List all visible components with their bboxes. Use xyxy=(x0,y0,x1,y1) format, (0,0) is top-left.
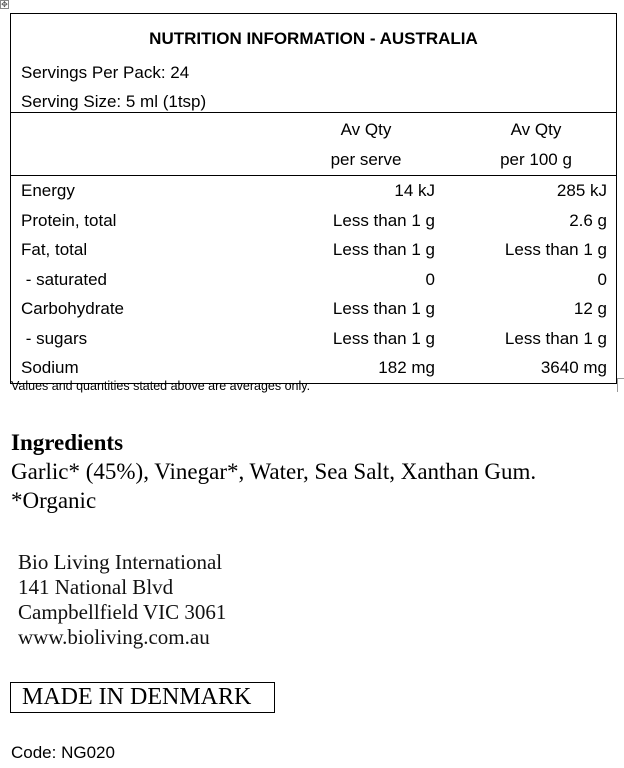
table-resize-handle[interactable] xyxy=(617,378,624,392)
nutrient-label: Energy xyxy=(21,181,75,200)
value-per-100g: 3640 mg xyxy=(540,358,607,377)
value-per-serve: Less than 1 g xyxy=(332,328,435,348)
column-header-line2: per 100 g xyxy=(500,150,572,169)
nutrition-information-table xyxy=(10,13,617,384)
nutrient-label: Fat, total xyxy=(21,240,88,259)
column-header-per-100g xyxy=(481,115,591,175)
nutrition-header-section xyxy=(11,14,616,113)
website: www.bioliving.com.au xyxy=(18,625,210,649)
value-per-serve: 0 xyxy=(425,269,435,289)
table-row-energy xyxy=(21,176,607,206)
value-per-100g: Less than 1 g xyxy=(504,328,607,348)
value-per-serve: 14 kJ xyxy=(394,181,435,200)
value-per-100g: 2.6 g xyxy=(569,210,607,230)
city-address: Campbellfield VIC 3061 xyxy=(18,600,227,624)
table-row-fat xyxy=(21,235,607,265)
organic-note: *Organic xyxy=(11,488,97,513)
value-per-serve: Less than 1 g xyxy=(332,210,435,230)
value-per-100g: 12 g xyxy=(573,299,607,318)
ingredients-section xyxy=(11,428,536,515)
value-per-serve: Less than 1 g xyxy=(332,240,435,259)
nutrient-label: - saturated xyxy=(21,269,107,289)
street-address: 141 National Blvd xyxy=(18,575,174,599)
table-row-sugars xyxy=(21,324,607,354)
averages-footnote: Values and quantities stated above are averages only. xyxy=(11,379,311,393)
column-headers xyxy=(11,113,616,176)
column-header-line2: per serve xyxy=(330,150,402,169)
nutrient-label: Carbohydrate xyxy=(21,299,125,318)
column-header-per-serve xyxy=(311,115,421,175)
nutrient-label: - sugars xyxy=(21,328,88,348)
value-per-100g: 285 kJ xyxy=(556,181,607,200)
value-per-serve: 182 mg xyxy=(378,358,435,377)
value-per-100g: 0 xyxy=(597,269,607,289)
ingredients-title: Ingredients xyxy=(11,430,124,455)
nutrient-label: Protein, total xyxy=(21,210,117,230)
nutrient-label: Sodium xyxy=(21,358,79,377)
table-row-protein xyxy=(21,206,607,236)
value-per-100g: Less than 1 g xyxy=(504,240,607,259)
column-header-line1: Av Qty xyxy=(510,120,562,139)
nutrient-rows xyxy=(11,176,616,383)
serving-size: Serving Size: 5 ml (1tsp) xyxy=(21,92,207,111)
value-per-serve: Less than 1 g xyxy=(332,299,435,318)
product-code: Code: NG020 xyxy=(11,743,115,762)
company-name: Bio Living International xyxy=(18,550,223,574)
table-row-saturated xyxy=(21,265,607,295)
table-move-handle-icon[interactable]: ✥ xyxy=(1,0,8,9)
country-of-origin-box: MADE IN DENMARK xyxy=(10,682,275,713)
company-address xyxy=(18,550,226,650)
nutrition-title: NUTRITION INFORMATION - AUSTRALIA xyxy=(149,29,478,48)
table-row-carbohydrate xyxy=(21,294,607,324)
column-header-line1: Av Qty xyxy=(340,120,392,139)
ingredients-list: Garlic* (45%), Vinegar*, Water, Sea Salt, Xanthan Gum. xyxy=(11,459,537,484)
servings-per-pack: Servings Per Pack: 24 xyxy=(21,63,190,82)
